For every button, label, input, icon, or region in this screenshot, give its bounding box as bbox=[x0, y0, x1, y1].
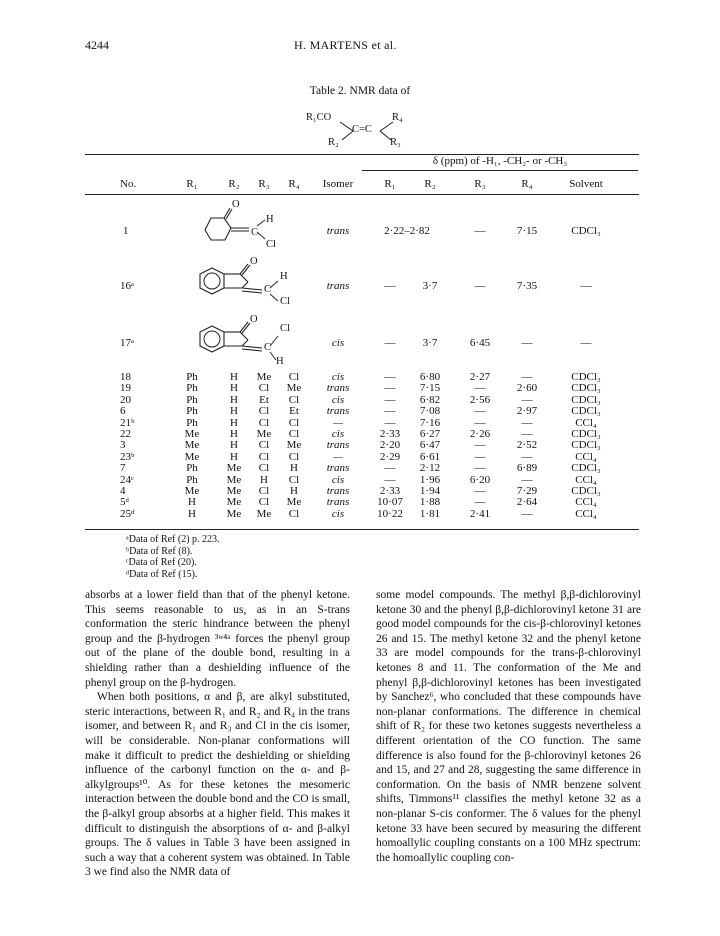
atom-label-c: C bbox=[251, 227, 259, 238]
col-header-d-r2: R₂ bbox=[424, 178, 436, 190]
cell-no: 6 bbox=[120, 405, 126, 418]
body-column-left bbox=[85, 588, 350, 880]
cell-r2: Me bbox=[226, 473, 242, 486]
cell-solvent: CDCl₃ bbox=[571, 371, 601, 383]
cell-r1: Ph bbox=[186, 473, 198, 486]
cell-isomer: cis bbox=[331, 428, 345, 440]
cell-d2: 1·88 bbox=[419, 496, 441, 509]
cell-delta-r3: 6·45 bbox=[469, 337, 491, 349]
cell-d3: — bbox=[474, 405, 486, 418]
cell-solvent: CCl₄ bbox=[575, 416, 597, 429]
cell-d2: 7·15 bbox=[419, 382, 441, 395]
cell-d2: 6·61 bbox=[419, 450, 441, 463]
cell-no: 24ᶜ bbox=[120, 473, 134, 486]
footnote: ᵈData of Ref (15). bbox=[126, 568, 198, 580]
cell-r3: Cl bbox=[258, 405, 270, 418]
cell-r3: Cl bbox=[258, 382, 270, 395]
cell-r2: Me bbox=[226, 462, 242, 475]
cell-isomer: cis bbox=[331, 507, 345, 520]
cell-delta-r4: 7·35 bbox=[516, 280, 538, 292]
cell-d4: — bbox=[521, 450, 533, 463]
cell-solvent: CDCl₃ bbox=[571, 462, 601, 475]
cell-solvent: CDCl₃ bbox=[571, 225, 601, 237]
cell-no: 3 bbox=[120, 439, 126, 452]
cell-r1: Me bbox=[184, 485, 200, 497]
cell-d2: 1·94 bbox=[419, 485, 441, 497]
col-header-d-r4: R₄ bbox=[521, 178, 533, 190]
cell-d1: 10·22 bbox=[377, 507, 403, 520]
general-structure-scheme bbox=[300, 112, 430, 148]
atom-label-o: O bbox=[250, 314, 258, 325]
cell-r2: H bbox=[230, 382, 238, 395]
cell-no: 25ᵈ bbox=[120, 507, 135, 520]
cell-r2: H bbox=[230, 416, 238, 429]
cell-d3: — bbox=[474, 439, 486, 452]
cell-isomer: cis bbox=[331, 393, 345, 406]
cell-d2: 6·82 bbox=[419, 393, 441, 406]
cell-no: 22 bbox=[120, 428, 131, 440]
cell-d4: 6·89 bbox=[516, 462, 538, 475]
atom-label-h: H bbox=[276, 356, 284, 367]
cell-d4: 2·52 bbox=[516, 439, 538, 452]
scheme-r4: R₄ bbox=[392, 112, 403, 123]
cell-d1: — bbox=[384, 462, 396, 475]
cell-d2: 6·80 bbox=[419, 371, 441, 383]
cell-d1: — bbox=[384, 416, 396, 429]
footnote: ᵃData of Ref (2) p. 223. bbox=[126, 534, 220, 545]
atom-label-cl: Cl bbox=[280, 296, 290, 307]
cell-d3: 2·26 bbox=[469, 428, 491, 440]
cell-r2: H bbox=[230, 450, 238, 463]
cell-no: 23ᵇ bbox=[120, 450, 135, 463]
cell-d1: — bbox=[384, 371, 396, 383]
cell-delta-r1-r2: 2·22–2·82 bbox=[384, 225, 430, 237]
cell-isomer: cis bbox=[331, 371, 345, 383]
cell-no: 16ᵃ bbox=[120, 280, 135, 292]
cell-solvent: CDCl₃ bbox=[571, 405, 601, 418]
scheme-r1co: R₁CO bbox=[306, 112, 332, 123]
cell-r1: Ph bbox=[186, 393, 198, 406]
cell-solvent: CCl₄ bbox=[575, 507, 597, 520]
cell-r4: Cl bbox=[288, 428, 300, 440]
cell-d3: 2·41 bbox=[469, 507, 491, 520]
atom-label-c: C bbox=[264, 342, 272, 353]
cell-isomer: trans bbox=[326, 405, 350, 418]
cell-r2: H bbox=[230, 371, 238, 383]
table-footnotes bbox=[126, 534, 220, 580]
cell-d4: — bbox=[521, 473, 533, 486]
cell-d3: 6·20 bbox=[469, 473, 491, 486]
cell-d3: — bbox=[474, 450, 486, 463]
col-header-r4: R₄ bbox=[288, 178, 300, 190]
cell-delta-r1: — bbox=[384, 337, 396, 349]
cell-d3: 2·56 bbox=[469, 393, 491, 406]
cell-r1: Ph bbox=[186, 462, 198, 475]
cell-isomer: trans bbox=[326, 462, 350, 475]
cell-delta-r3: — bbox=[474, 280, 486, 292]
body-paragraph: absorbs at a lower field than that of the phenyl ketone. This seems reasonable to us, as in an S-trans conformation the steric hindrance between the phenyl group and the β-hydrogen ³ʷ⁴ᵃ forces the phenyl group out of the plane of the double bond, resulting in a shielding rather than a deshielding influence of the phenyl group on the β-hydrogen. bbox=[85, 589, 350, 689]
cell-solvent: CDCl₃ bbox=[571, 439, 601, 452]
cell-d3: — bbox=[474, 496, 486, 509]
cell-r3: Cl bbox=[258, 416, 270, 429]
body-column-right bbox=[376, 588, 641, 865]
cell-r3: Cl bbox=[258, 462, 270, 475]
cell-r2: H bbox=[230, 393, 238, 406]
cell-d3: — bbox=[474, 382, 486, 395]
atom-label-cl: Cl bbox=[280, 323, 290, 334]
cell-d3: 2·27 bbox=[469, 371, 491, 383]
cell-delta-r4: 7·15 bbox=[516, 225, 538, 237]
cell-d1: 10·07 bbox=[377, 496, 403, 509]
cell-d1: — bbox=[384, 473, 396, 486]
cell-solvent: CCl₄ bbox=[575, 496, 597, 509]
cell-solvent: — bbox=[580, 280, 592, 292]
cell-d2: 6·27 bbox=[419, 428, 441, 440]
cell-r2: Me bbox=[226, 507, 242, 520]
col-header-r3: R₃ bbox=[258, 178, 270, 190]
cell-r4: Me bbox=[286, 382, 302, 395]
cell-delta-r3: — bbox=[474, 225, 486, 237]
cell-r3: Me bbox=[256, 371, 272, 383]
table-rule-bottom bbox=[85, 529, 639, 530]
cell-no: 5ᵈ bbox=[120, 496, 129, 509]
cell-r2: H bbox=[230, 439, 238, 452]
cell-r3: Cl bbox=[258, 485, 270, 497]
cell-delta-r4: — bbox=[521, 337, 533, 349]
cell-r3: Et bbox=[259, 393, 269, 406]
scheme-r3: R₃ bbox=[390, 137, 401, 148]
cell-isomer: cis bbox=[331, 337, 345, 349]
cell-delta-r1: — bbox=[384, 280, 396, 292]
cell-r1: Me bbox=[184, 428, 200, 440]
cell-r2: H bbox=[230, 428, 238, 440]
col-header-d-r3: R₃ bbox=[474, 178, 486, 190]
cell-d1: 2·33 bbox=[379, 428, 401, 440]
cell-isomer: trans bbox=[326, 439, 350, 452]
scheme-r2: R₂ bbox=[328, 137, 339, 148]
shift-header-rule bbox=[362, 170, 638, 171]
cell-r4: Me bbox=[286, 496, 302, 509]
cell-isomer: trans bbox=[326, 485, 350, 497]
cell-d4: — bbox=[521, 416, 533, 429]
cell-d2: 7·08 bbox=[419, 405, 441, 418]
cell-r1: Me bbox=[184, 450, 200, 463]
cell-isomer: — bbox=[333, 450, 343, 463]
col-header-isomer: Isomer bbox=[322, 178, 354, 190]
cell-d4: 2·64 bbox=[516, 496, 538, 509]
cell-d1: 2·29 bbox=[379, 450, 401, 463]
cell-r2: Me bbox=[226, 485, 242, 497]
cell-r4: Cl bbox=[288, 393, 300, 406]
page-number: 4244 bbox=[85, 38, 109, 52]
cell-solvent: CDCl₃ bbox=[571, 428, 601, 440]
cell-r1: H bbox=[188, 507, 196, 520]
cell-d1: — bbox=[384, 382, 396, 395]
atom-label-h: H bbox=[266, 214, 274, 225]
cell-r3: Cl bbox=[258, 439, 270, 452]
cell-r4: Cl bbox=[288, 371, 300, 383]
cell-r2: Me bbox=[226, 496, 242, 509]
cell-delta-r2: 3·7 bbox=[422, 280, 438, 292]
cell-r3: Cl bbox=[258, 450, 270, 463]
cell-no: 20 bbox=[120, 393, 131, 406]
cell-no: 4 bbox=[120, 485, 126, 497]
structure-1-drawing bbox=[195, 196, 295, 256]
cell-solvent: — bbox=[580, 337, 592, 349]
cell-isomer: — bbox=[333, 416, 343, 429]
running-title: H. MARTENS et al. bbox=[294, 38, 397, 52]
cell-d4: — bbox=[521, 371, 533, 383]
cell-r3: Me bbox=[256, 428, 272, 440]
cell-r4: Cl bbox=[288, 450, 300, 463]
cell-r1: Ph bbox=[186, 416, 198, 429]
cell-d1: — bbox=[384, 405, 396, 418]
cell-r4: H bbox=[290, 462, 298, 475]
col-header-r1: R₁ bbox=[186, 178, 198, 190]
cell-d3: — bbox=[474, 416, 486, 429]
scheme-c-eq-c: C=C bbox=[352, 124, 372, 135]
cell-r4: Cl bbox=[288, 416, 300, 429]
cell-r3: Me bbox=[256, 507, 272, 520]
atom-label-h: H bbox=[280, 271, 288, 282]
cell-r4: Et bbox=[289, 405, 299, 418]
col-header-no: No. bbox=[120, 178, 137, 190]
cell-solvent: CDCl₃ bbox=[571, 393, 601, 406]
cell-d4: 2·60 bbox=[516, 382, 538, 395]
atom-label-o: O bbox=[232, 199, 240, 210]
cell-r2: H bbox=[230, 405, 238, 418]
cell-isomer: trans bbox=[326, 225, 350, 237]
cell-d4: — bbox=[521, 507, 533, 520]
cell-r1: Ph bbox=[186, 371, 198, 383]
cell-d3: — bbox=[474, 485, 486, 497]
cell-d4: 7·29 bbox=[516, 485, 538, 497]
cell-r4: H bbox=[290, 485, 298, 497]
cell-isomer: cis bbox=[331, 473, 345, 486]
cell-d3: — bbox=[474, 462, 486, 475]
cell-r1: Ph bbox=[186, 405, 198, 418]
cell-no: 1 bbox=[123, 225, 129, 237]
cell-solvent: CCl₄ bbox=[575, 473, 597, 486]
table-caption: Table 2. NMR data of bbox=[309, 85, 411, 97]
cell-no: 21ᵇ bbox=[120, 416, 135, 429]
atom-label-c: C bbox=[264, 284, 272, 295]
cell-d4: 2·97 bbox=[516, 405, 538, 418]
table-rule-header bbox=[85, 194, 639, 195]
cell-r3: Cl bbox=[258, 496, 270, 509]
body-paragraph: When both positions, α and β, are alkyl substituted, steric interactions, between R₁ and R₂ and R₄ in the trans isomer, and between R₁ and R₃ and Cl in the cis isomer, will be considerable. Non-planar conformations will make it difficult to predict the deshielding or shielding influence of the carbonyl function on the α- and β-alkylgroups¹⁰. As for these ketones the mesomeric interaction between the double bond and the CO is small, the β-alkyl group absorbs at a higher field. This makes it difficult to distinguish the absorptions of α- and β-alkyl groups. The δ values in Table 3 have been assigned in such a way that a coherent system was obtained. In Table 3 we find also the NMR data of bbox=[85, 691, 350, 879]
col-header-d-r1: R₁ bbox=[384, 178, 396, 190]
cell-d2: 2·12 bbox=[419, 462, 441, 475]
body-paragraph: some model compounds. The methyl β,β-dichlorovinyl ketone 30 and the phenyl β,β-dichlorovinyl ketone 31 are good model compounds for the cis-β-chlorovinyl ketones 26 and 15. The methyl ketone 32 and the phenyl ketone 33 are model compounds for the trans-β-chlorovinyl ketones 8 and 11. The conformation of the Me and phenyl β,β-dichlorovinyl ketones has been investigated by Sanchez⁶, who concluded that these compounds have non-planar conformations. The difference in chemical shift of R₂ for these two ketones suggests nevertheless a different orientation of the CO function. The same difference is also found for the β-chlorovinyl ketones 26 and 15, and 27 and 28, suggesting the same difference in conformation. On the basis of NMR benzene solvent shifts, Timmons¹¹ classifies the methyl ketone 32 as a non-planar S-cis conformer. The δ values for the phenyl ketone 33 have been secured by measuring the different homoallylic coupling constants on a 100 MHz spectrum: the homoallylic coupling con- bbox=[376, 589, 641, 864]
shift-header: δ (ppm) of -H₁, -CH₂- or -CH₃ bbox=[432, 155, 568, 167]
cell-d2: 7·16 bbox=[419, 416, 441, 429]
col-header-r2: R₂ bbox=[228, 178, 240, 190]
cell-no: 18 bbox=[120, 371, 131, 383]
cell-r1: H bbox=[188, 496, 196, 509]
cell-isomer: trans bbox=[326, 280, 350, 292]
cell-no: 7 bbox=[120, 462, 126, 475]
cell-d1: 2·33 bbox=[379, 485, 401, 497]
cell-solvent: CDCl₃ bbox=[571, 485, 601, 497]
cell-delta-r2: 3·7 bbox=[422, 337, 438, 349]
cell-isomer: trans bbox=[326, 382, 350, 395]
cell-no: 17ᵃ bbox=[120, 337, 135, 349]
cell-r1: Me bbox=[184, 439, 200, 452]
cell-solvent: CCl₄ bbox=[575, 450, 597, 463]
cell-r3: H bbox=[260, 473, 268, 486]
cell-solvent: CDCl₃ bbox=[571, 382, 601, 395]
col-header-solvent: Solvent bbox=[569, 178, 603, 190]
cell-d2: 1·81 bbox=[419, 507, 441, 520]
footnote: ᶜData of Ref (20). bbox=[126, 557, 197, 568]
cell-d4: — bbox=[521, 428, 533, 440]
cell-d1: 2·20 bbox=[379, 439, 401, 452]
cell-no: 19 bbox=[120, 382, 131, 395]
cell-d4: — bbox=[521, 393, 533, 406]
cell-r4: Cl bbox=[288, 507, 300, 520]
cell-d2: 1·96 bbox=[419, 473, 441, 486]
cell-r1: Ph bbox=[186, 382, 198, 395]
cell-d2: 6·47 bbox=[419, 439, 441, 452]
atom-label-o: O bbox=[250, 256, 258, 267]
cell-r4: Cl bbox=[288, 473, 300, 486]
footnote: ᵇData of Ref (8). bbox=[126, 545, 193, 557]
cell-isomer: trans bbox=[326, 496, 350, 509]
cell-r4: Me bbox=[286, 439, 302, 452]
atom-label-cl: Cl bbox=[266, 239, 276, 250]
cell-d1: — bbox=[384, 393, 396, 406]
